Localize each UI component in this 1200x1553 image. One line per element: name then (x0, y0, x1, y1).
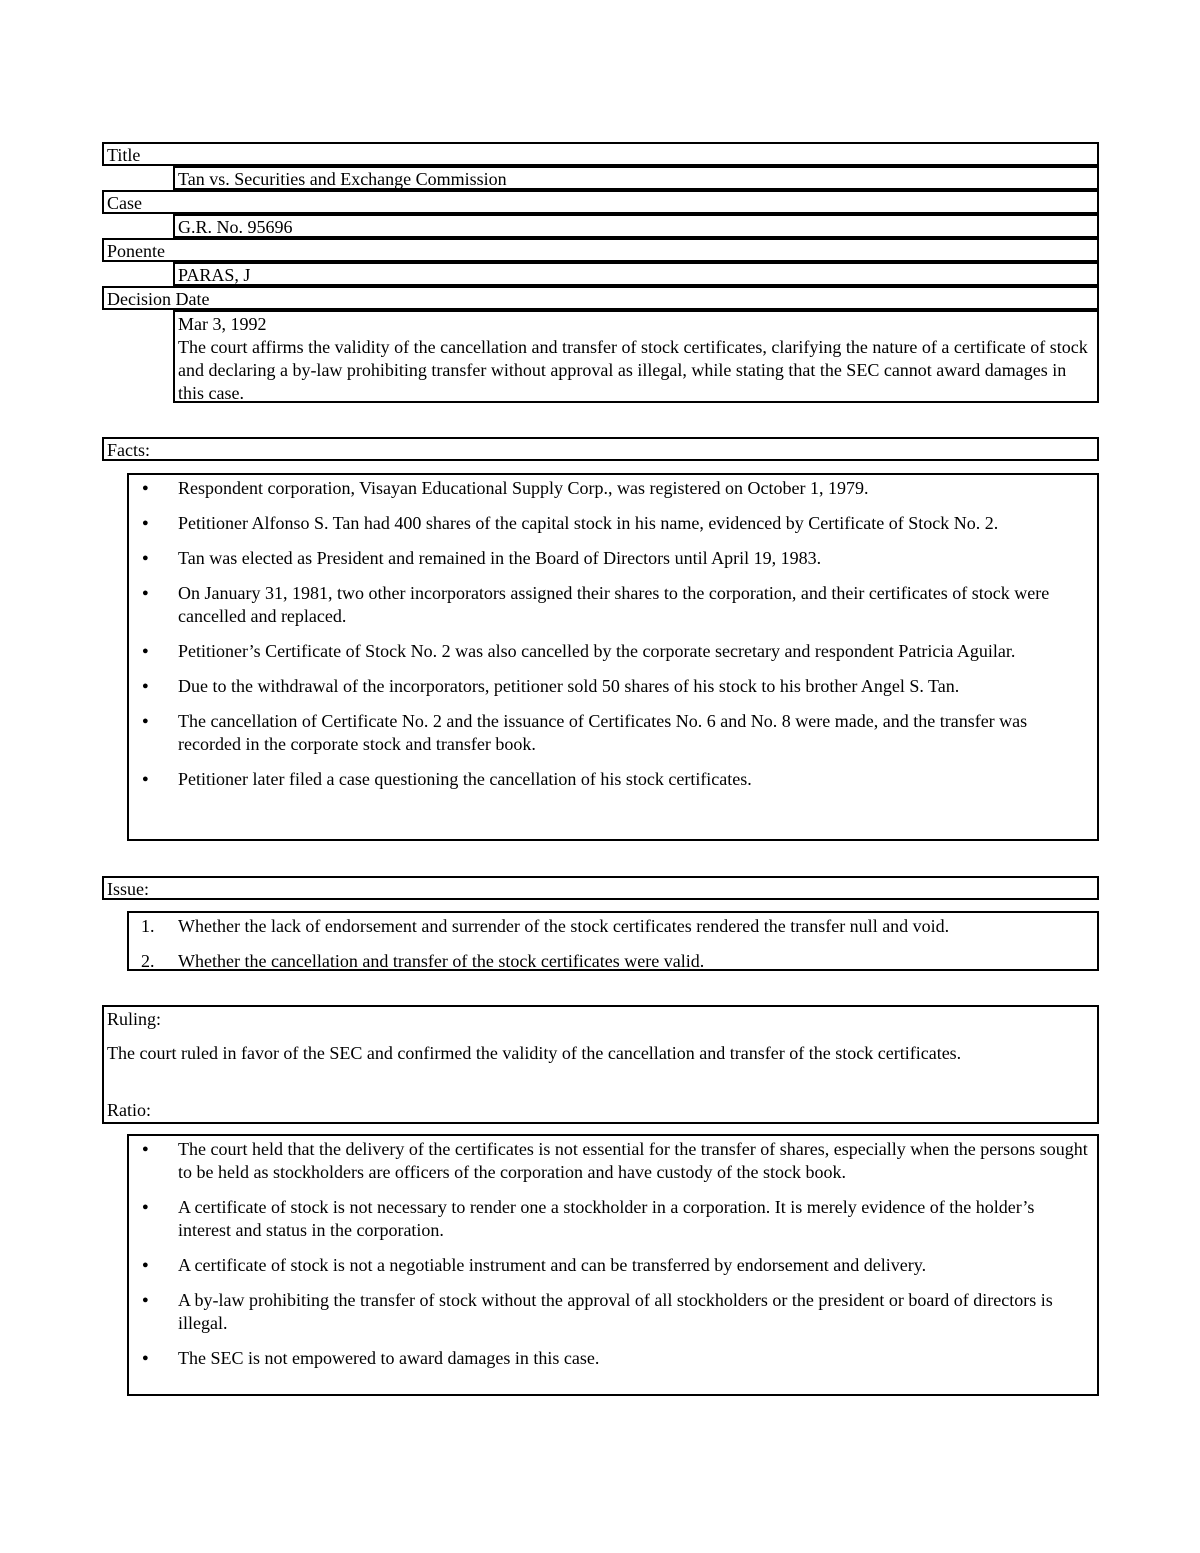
bullet-icon (141, 1196, 171, 1222)
facts-item (129, 675, 1097, 698)
bullet-icon (141, 1289, 171, 1315)
ruling-box (102, 1005, 1099, 1124)
title-label-cell (102, 142, 1099, 166)
issue-item (129, 915, 1097, 938)
decision-date-value: Mar 3, 1992 (178, 314, 267, 334)
bullet-icon (141, 512, 171, 538)
bullet-icon (141, 1347, 171, 1373)
facts-item-text: Due to the withdrawal of the incorporators, petitioner sold 50 shares of his stock to his brother Angel S. Tan. (178, 676, 960, 696)
facts-item-text: Tan was elected as President and remained in the Board of Directors until April 19, 1983. (178, 548, 822, 568)
facts-item (129, 547, 1097, 570)
bullet-icon (141, 1254, 171, 1280)
title-label: Title (107, 145, 141, 165)
issue-number: 1. (141, 916, 155, 936)
case-label-cell (102, 190, 1099, 214)
facts-item (129, 768, 1097, 791)
ratio-item-text: The SEC is not empowered to award damages in this case. (178, 1348, 600, 1368)
issue-item-text: Whether the lack of endorsement and surrender of the stock certificates rendered the transfer null and void. (178, 916, 950, 936)
facts-item-text: Respondent corporation, Visayan Educational Supply Corp., was registered on October 1, 1979. (178, 478, 869, 498)
bullet-icon (141, 768, 171, 794)
case-number: G.R. No. 95696 (178, 217, 293, 237)
case-value-cell (173, 214, 1099, 238)
issue-number: 2. (141, 951, 155, 971)
issue-item (129, 950, 1097, 973)
facts-item (129, 512, 1097, 535)
case-summary: The court affirms the validity of the cancellation and transfer of stock certificates, clarifying the nature of a certificate of stock and declaring a by-law prohibiting transfer without approval as illegal, while stating that the SEC cannot award damages in this case. (178, 337, 1088, 403)
decision-date-label-cell (102, 286, 1099, 310)
facts-item-text: The cancellation of Certificate No. 2 and the issuance of Certificates No. 6 and No. 8 were made, and the transfer was recorded in the corporate stock and transfer book. (178, 711, 1028, 754)
ponente-label: Ponente (107, 241, 165, 261)
ratio-label: Ratio: (107, 1100, 151, 1120)
ratio-item-text: The court held that the delivery of the certificates is not essential for the transfer of shares, especially when the persons sought to be held as stockholders are officers of the corporation and have custody of the stock book. (178, 1139, 1088, 1182)
ratio-item-text: A certificate of stock is not necessary to render one a stockholder in a corporation. It is merely evidence of the holder’s interest and status in the corporation. (178, 1197, 1035, 1240)
ruling-label: Ruling: (107, 1009, 162, 1029)
facts-item-text: Petitioner’s Certificate of Stock No. 2 was also cancelled by the corporate secretary and respondent Patricia Aguilar. (178, 641, 1016, 661)
facts-item (129, 710, 1097, 756)
ponente-value-cell (173, 262, 1099, 286)
facts-list (127, 473, 1099, 841)
ratio-item-text: A certificate of stock is not a negotiable instrument and can be transferred by endorsement and delivery. (178, 1255, 927, 1275)
bullet-icon (141, 582, 171, 608)
bullet-icon (141, 640, 171, 666)
facts-item-text: Petitioner later filed a case questioning the cancellation of his stock certificates. (178, 769, 752, 789)
ruling-text: The court ruled in favor of the SEC and confirmed the validity of the cancellation and transfer of the stock certificates. (107, 1043, 962, 1063)
ponente-value: PARAS, J (178, 265, 251, 285)
issue-header (102, 876, 1099, 900)
facts-item (129, 640, 1097, 663)
issue-item-text: Whether the cancellation and transfer of the stock certificates were valid. (178, 951, 705, 971)
bullet-icon (141, 547, 171, 573)
decision-date-label: Decision Date (107, 289, 210, 309)
issue-label: Issue: (107, 879, 149, 899)
ratio-item (129, 1347, 1097, 1370)
title-value-cell (173, 166, 1099, 190)
ratio-item-text: A by-law prohibiting the transfer of stock without the approval of all stockholders or the president or board of directors is illegal. (178, 1290, 1053, 1333)
facts-item (129, 477, 1097, 500)
ratio-list (127, 1134, 1099, 1396)
bullet-icon (141, 710, 171, 736)
ratio-item (129, 1289, 1097, 1335)
ratio-item (129, 1196, 1097, 1242)
decision-date-summary-cell (173, 310, 1099, 403)
facts-item-text: Petitioner Alfonso S. Tan had 400 shares of the capital stock in his name, evidenced by Certificate of Stock No. 2. (178, 513, 999, 533)
ponente-label-cell (102, 238, 1099, 262)
facts-header (102, 437, 1099, 461)
facts-item-text: On January 31, 1981, two other incorporators assigned their shares to the corporation, and their certificates of stock were cancelled and replaced. (178, 583, 1050, 626)
case-title: Tan vs. Securities and Exchange Commission (178, 169, 507, 189)
issue-list (127, 911, 1099, 971)
bullet-icon (141, 1138, 171, 1164)
bullet-icon (141, 675, 171, 701)
ratio-item (129, 1138, 1097, 1184)
facts-item (129, 582, 1097, 628)
ratio-item (129, 1254, 1097, 1277)
facts-label: Facts: (107, 440, 150, 460)
bullet-icon (141, 477, 171, 503)
case-label: Case (107, 193, 142, 213)
